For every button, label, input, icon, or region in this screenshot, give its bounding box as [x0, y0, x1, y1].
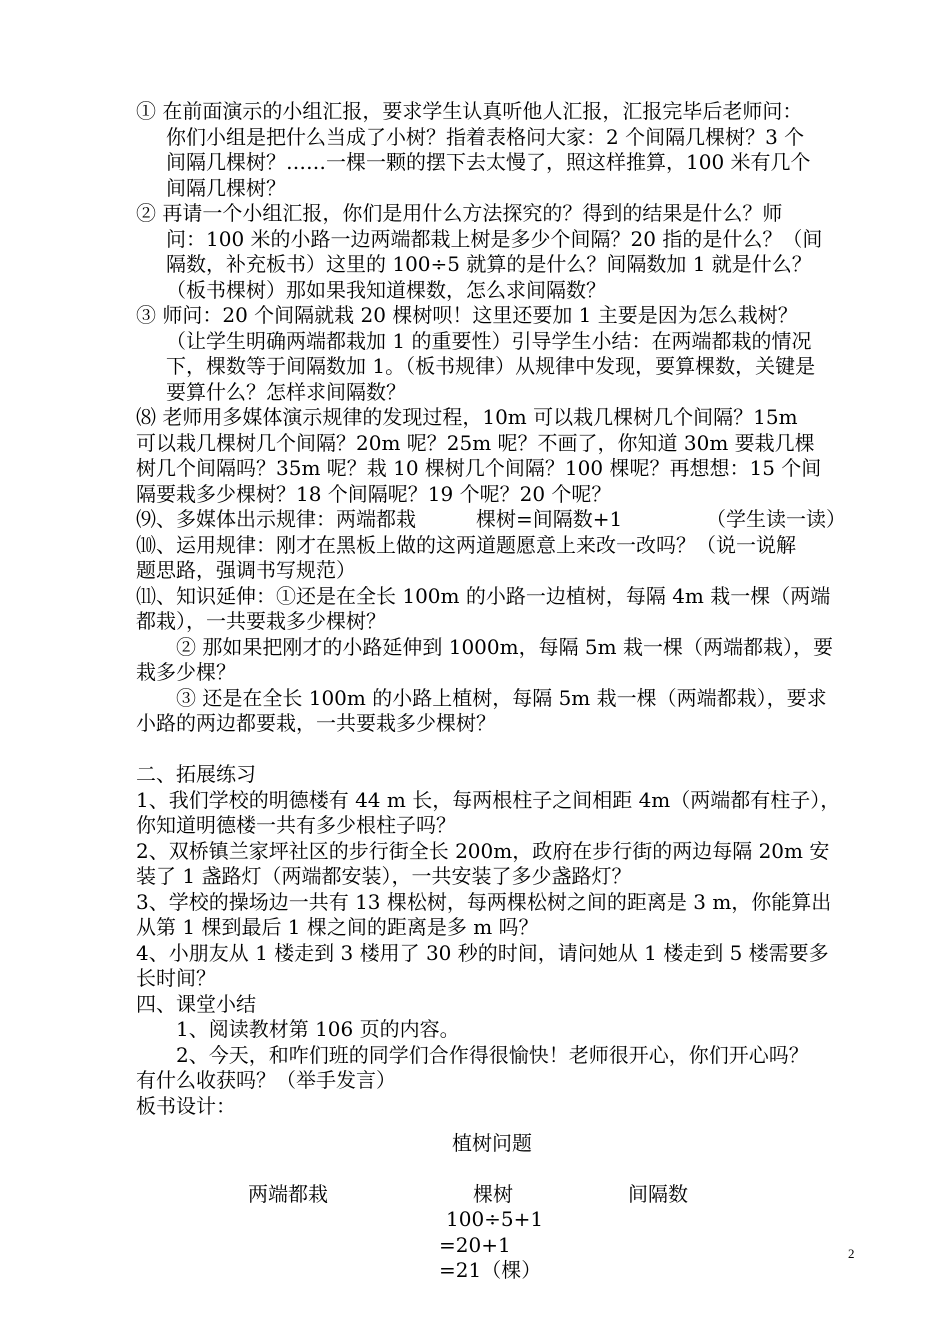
text-line: 间隔几棵树？ — [166, 176, 286, 200]
text-line: （让学生明确两端都栽加 1 的重要性）引导学生小结：在两端都栽的情况 — [166, 329, 812, 353]
text-line: 2、今天，和咋们班的同学们合作得很愉快！老师很开心，你们开心吗？ — [176, 1043, 809, 1067]
text-line: 都栽），一共要栽多少棵树？ — [136, 609, 386, 633]
text-line: （学生读一读） — [706, 507, 846, 531]
text-line: ⑻ 老师用多媒体演示规律的发现过程，10m 可以栽几棵树几个间隔？15m — [136, 405, 798, 429]
text-line: 你知道明德楼一共有多少根柱子吗？ — [136, 813, 456, 837]
board-label: 两端都栽 — [248, 1182, 328, 1206]
text-line: 题思路，强调书写规范） — [136, 558, 356, 582]
text-line: ② 再请一个小组汇报，你们是用什么方法探究的？得到的结果是什么？师 — [136, 201, 783, 225]
text-line: 有什么收获吗？（举手发言） — [136, 1068, 396, 1092]
text-line: （板书棵树）那如果我知道棵数，怎么求间隔数？ — [166, 278, 606, 302]
board-label: 间隔数 — [628, 1182, 688, 1206]
text-line: 要算什么？怎样求间隔数？ — [166, 380, 406, 404]
text-line: 下，棵数等于间隔数加 1。（板书规律）从规律中发现，要算棵数，关键是 — [166, 354, 816, 378]
text-line: 隔要栽多少棵树？18 个间隔呢？19 个呢？20 个呢？ — [136, 482, 612, 506]
text-line: 装了 1 盏路灯（两端都安装），一共安装了多少盏路灯？ — [136, 864, 632, 888]
text-line: ⑼、多媒体出示规律：两端都栽 — [136, 507, 416, 531]
text-line: 4、小朋友从 1 楼走到 3 楼用了 30 秒的时间，请问她从 1 楼走到 5 楼需要多 — [136, 941, 829, 965]
board-label: 棵树 — [473, 1182, 513, 1206]
text-line: 可以栽几棵树几个间隔？20m 呢？25m 呢？不画了，你知道 30m 要栽几棵 — [136, 431, 815, 455]
text-line: ② 那如果把刚才的小路延伸到 1000m，每隔 5m 栽一棵（两端都栽），要 — [176, 635, 833, 659]
text-line: ① 在前面演示的小组汇报，要求学生认真听他人汇报，汇报完毕后老师问： — [136, 99, 803, 123]
text-line: ③ 还是在全长 100m 的小路上植树，每隔 5m 栽一棵（两端都栽），要求 — [176, 686, 827, 710]
text-line: 1、我们学校的明德楼有 44 m 长，每两根柱子之间相距 4m（两端都有柱子）， — [136, 788, 841, 812]
text-line: 从第 1 棵到最后 1 棵之间的距离是多 m 吗？ — [136, 915, 539, 939]
page-number: 2 — [848, 1246, 855, 1261]
text-line: 2、双桥镇兰家坪社区的步行街全长 200m，政府在步行街的两边每隔 20m 安 — [136, 839, 830, 863]
board-formula: =21（棵） — [439, 1258, 542, 1282]
section-heading: 二、拓展练习 — [136, 762, 256, 786]
text-line: 间隔几棵树？……一棵一颗的摆下去太慢了，照这样推算，100 米有几个 — [166, 150, 811, 174]
text-line: 问：100 米的小路一边两端都栽上树是多少个间隔？20 指的是什么？（间 — [166, 227, 823, 251]
text-line: ③ 师问：20 个间隔就栽 20 棵树呗！这里还要加 1 主要是因为怎么栽树？ — [136, 303, 798, 327]
text-line: 棵树=间隔数+1 — [476, 507, 623, 531]
board-title: 植树问题 — [452, 1131, 532, 1155]
text-line: 小路的两边都要栽，一共要栽多少棵树？ — [136, 711, 496, 735]
text-line: ⑾、知识延伸：①还是在全长 100m 的小路一边植树，每隔 4m 栽一棵（两端 — [136, 584, 831, 608]
board-formula: =20+1 — [439, 1233, 511, 1257]
section-heading: 四、课堂小结 — [136, 992, 256, 1016]
text-line: 1、阅读教材第 106 页的内容。 — [176, 1017, 460, 1041]
text-line: ⑽、运用规律：刚才在黑板上做的这两道题愿意上来改一改吗？（说一说解 — [136, 533, 796, 557]
text-line: 你们小组是把什么当成了小树？指着表格问大家：2 个间隔几棵树？3 个 — [166, 125, 805, 149]
text-line: 长时间？ — [136, 966, 216, 990]
text-line: 3、学校的操场边一共有 13 棵松树，每两棵松树之间的距离是 3 m，你能算出 — [136, 890, 832, 914]
text-line: 树几个间隔吗？35m 呢？栽 10 棵树几个间隔？100 棵呢？再想想：15 个间 — [136, 456, 822, 480]
text-line: 板书设计： — [136, 1094, 236, 1118]
board-formula: 100÷5+1 — [446, 1207, 544, 1231]
text-line: 隔数，补充板书）这里的 100÷5 就算的是什么？间隔数加 1 就是什么？ — [166, 252, 812, 276]
text-line: 栽多少棵？ — [136, 660, 236, 684]
